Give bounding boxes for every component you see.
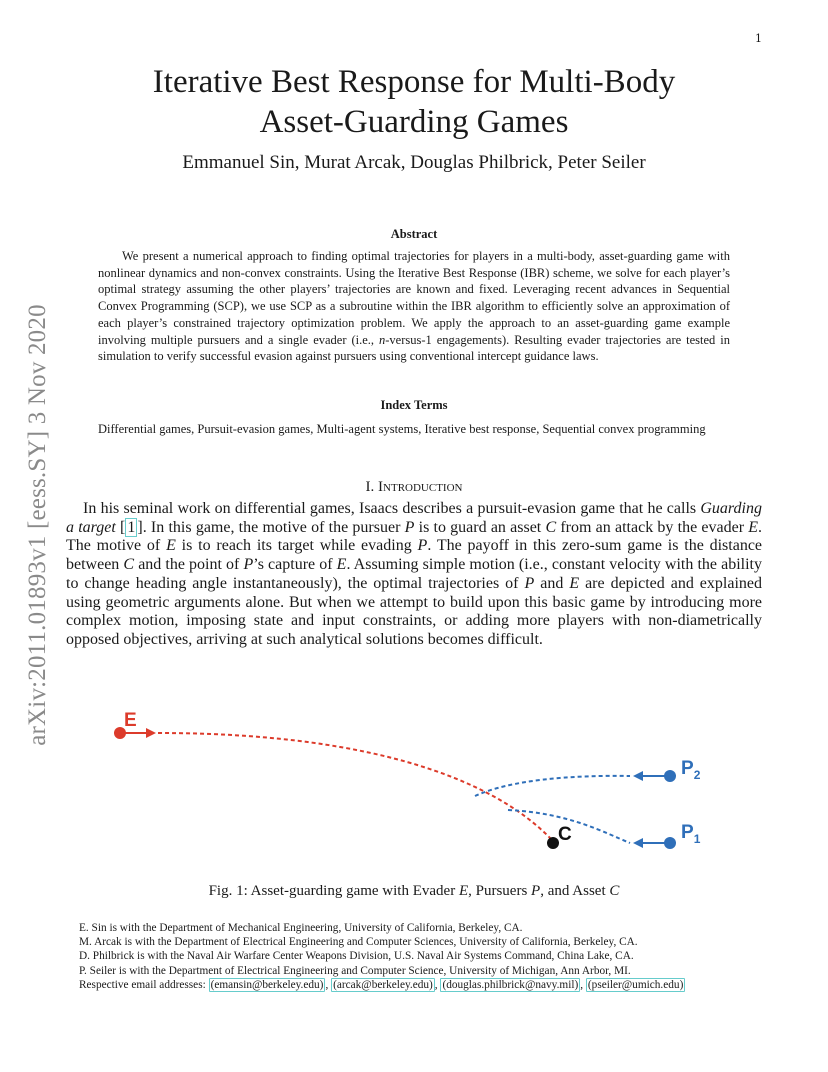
email-link-arcak[interactable] bbox=[331, 978, 435, 992]
symbol-p: P bbox=[524, 574, 535, 592]
separator: , bbox=[580, 978, 586, 991]
index-terms-heading: Index Terms bbox=[380, 398, 448, 412]
intro-text-run: . Assuming simple motion (i.e., constant velocity with the ability to change heading angle instantaneously), the optimal trajectories of bbox=[66, 556, 763, 592]
intro-text-run: [ bbox=[115, 518, 126, 536]
evader-label: E bbox=[124, 710, 137, 731]
footnote-sin: E. Sin is with the Department of Mechanical Engineering, University of California, Berkeley, CA. bbox=[79, 922, 523, 934]
pursuer-2-dot bbox=[664, 770, 676, 782]
intro-text-run: is to reach its target while evading bbox=[175, 537, 418, 555]
symbol-e: E bbox=[336, 556, 347, 574]
author-footnotes bbox=[79, 921, 769, 992]
separator: , bbox=[325, 978, 332, 991]
symbol-e: E bbox=[748, 518, 759, 536]
pursuer-1-label bbox=[681, 822, 701, 846]
caption-symbol-e: E bbox=[458, 883, 469, 899]
caption-text-run: Fig. 1: Asset-guarding game with Evader bbox=[208, 883, 459, 899]
asset-guarding-figure bbox=[100, 705, 728, 860]
title-line-1: Iterative Best Response for Multi-Body bbox=[152, 64, 676, 100]
separator: , bbox=[434, 978, 441, 991]
intro-text-run: and bbox=[534, 574, 570, 592]
intro-heading bbox=[100, 479, 728, 496]
caption-text-run: , and Asset bbox=[540, 883, 610, 899]
footnote-arcak: M. Arcak is with the Department of Electrical Engineering and Computer Sciences, University of California, Berkeley, CA. bbox=[79, 936, 638, 949]
footnote-emails bbox=[79, 978, 769, 992]
symbol-e: E bbox=[166, 537, 176, 555]
pursuer-1-arrowhead-icon bbox=[633, 838, 643, 848]
abstract-heading: Abstract bbox=[390, 227, 438, 241]
intro-text-run: is to guard an asset bbox=[414, 518, 546, 536]
email-link-sin[interactable] bbox=[209, 978, 326, 992]
paren-close: ) bbox=[679, 978, 684, 991]
pursuer-1-label-subscript: 1 bbox=[693, 832, 701, 846]
title-line-2: Asset-Guarding Games bbox=[259, 104, 569, 140]
email-arcak: arcak@berkeley.edu bbox=[336, 978, 430, 991]
intro-text-run: In his seminal work on differential games, Isaacs describes a pursuit-evasion game that he calls bbox=[83, 500, 701, 517]
abstract-part-1: We present a numerical approach to finding optimal trajectories for players in a multi-body, asset-guarding game with nonlinear dynamics and non-convex constraints. Using the Iterative Best Response (IBR) scheme, we solve for each player’s optimal strategy assuming the other players’ trajectories are known and fixed. Leveraging recent advances in Sequential Convex Programming (SCP), we use SCP as a subroutine within the IBR algorithm to efficiently solve an approximation of each player’s constrained trajectory optimization problem. We apply the approach to an asset-guarding game example involving multiple pursuers and a single evader (i.e., bbox=[98, 249, 730, 347]
paren-close: ) bbox=[429, 978, 433, 991]
intro-title: Introduction bbox=[378, 479, 463, 495]
symbol-c: C bbox=[123, 556, 135, 574]
abstract-text bbox=[98, 248, 730, 365]
paren-open: ( bbox=[210, 978, 215, 991]
intro-text-run: ]. In this game, the motive of the pursuer bbox=[137, 518, 405, 536]
paper-title bbox=[100, 62, 728, 142]
evader-arrowhead-icon bbox=[146, 728, 156, 738]
caption-symbol-p: P bbox=[531, 883, 541, 899]
page-number: 1 bbox=[755, 32, 762, 45]
citation-link-1[interactable]: 1 bbox=[127, 518, 136, 536]
symbol-e: E bbox=[569, 574, 580, 592]
intro-text-run: . The motive of bbox=[66, 518, 763, 555]
intro-text-run: are depicted and explained using geometric arguments alone. But when we attempt to build upon this basic game by introducing more complex motion, imposing state and input constraints, or adding more players with non-diametrically opposed objectives, arriving at such analytical solutions becomes difficult. bbox=[66, 574, 762, 648]
intro-text-run: ’s capture of bbox=[253, 556, 337, 574]
caption-symbol-c: C bbox=[609, 883, 620, 899]
paper-authors: Emmanuel Sin, Murat Arcak, Douglas Philbrick, Peter Seiler bbox=[182, 152, 646, 173]
arxiv-stamp: arXiv:2011.01893v1 [eess.SY] 3 Nov 2020 bbox=[24, 304, 51, 746]
intro-text-run: from an attack by the evader bbox=[556, 518, 749, 536]
intro-text-run: . The payoff in this zero-sum game is the distance between bbox=[66, 537, 763, 574]
figure-caption bbox=[100, 883, 728, 900]
evader-trajectory bbox=[158, 733, 552, 840]
asset-label: C bbox=[558, 824, 572, 845]
caption-text-run: , Pursuers bbox=[468, 883, 532, 899]
abstract-part-2: -versus-1 engagements). Resulting evader trajectories are tested in simulation to verify successful evasion against pursuers using conventional intercept guidance laws. bbox=[98, 332, 730, 364]
pursuer-2-label-letter: P bbox=[681, 758, 694, 779]
footnote-philbrick: D. Philbrick is with the Naval Air Warfare Center Weapons Division, U.S. Naval Air Systems Command, China Lake, CA. bbox=[79, 950, 634, 963]
footnote-seiler: P. Seiler is with the Department of Electrical Engineering and Computer Science, University of Michigan, Ann Arbor, MI. bbox=[79, 964, 631, 977]
pursuer-2-arrowhead-icon bbox=[633, 771, 643, 781]
paren-close: ) bbox=[574, 978, 579, 991]
email-link-philbrick[interactable] bbox=[440, 978, 580, 992]
pursuer-2-label-subscript: 2 bbox=[693, 768, 701, 782]
email-seiler: pseiler@umich.edu bbox=[591, 978, 680, 991]
index-terms-text: Differential games, Pursuit-evasion games, Multi-agent systems, Iterative best response, Sequential convex programming bbox=[98, 422, 706, 436]
paren-open: ( bbox=[333, 978, 337, 991]
symbol-p: P bbox=[243, 556, 254, 574]
intro-text-run: and the point of bbox=[134, 556, 244, 574]
symbol-c: C bbox=[545, 518, 557, 536]
intro-game-name: Guarding a target bbox=[66, 500, 762, 536]
symbol-p: P bbox=[404, 518, 415, 536]
email-philbrick: douglas.philbrick@navy.mil bbox=[446, 978, 575, 991]
paren-close: ) bbox=[319, 978, 324, 991]
email-link-seiler[interactable] bbox=[586, 978, 685, 992]
abstract-n: n bbox=[379, 332, 386, 347]
paren-open: ( bbox=[442, 978, 447, 991]
symbol-p: P bbox=[417, 537, 428, 555]
pursuer-2-trajectory bbox=[475, 776, 630, 796]
email-sin: emansin@berkeley.edu bbox=[214, 978, 320, 991]
intro-paragraph bbox=[66, 500, 762, 650]
paren-open: ( bbox=[587, 978, 592, 991]
intro-number: I. bbox=[365, 479, 379, 495]
pursuer-1-dot bbox=[664, 837, 676, 849]
pursuer-1-label-letter: P bbox=[681, 822, 694, 843]
footnote-emails-prefix: Respective email addresses: bbox=[79, 978, 209, 991]
pursuer-2-label bbox=[681, 758, 701, 782]
